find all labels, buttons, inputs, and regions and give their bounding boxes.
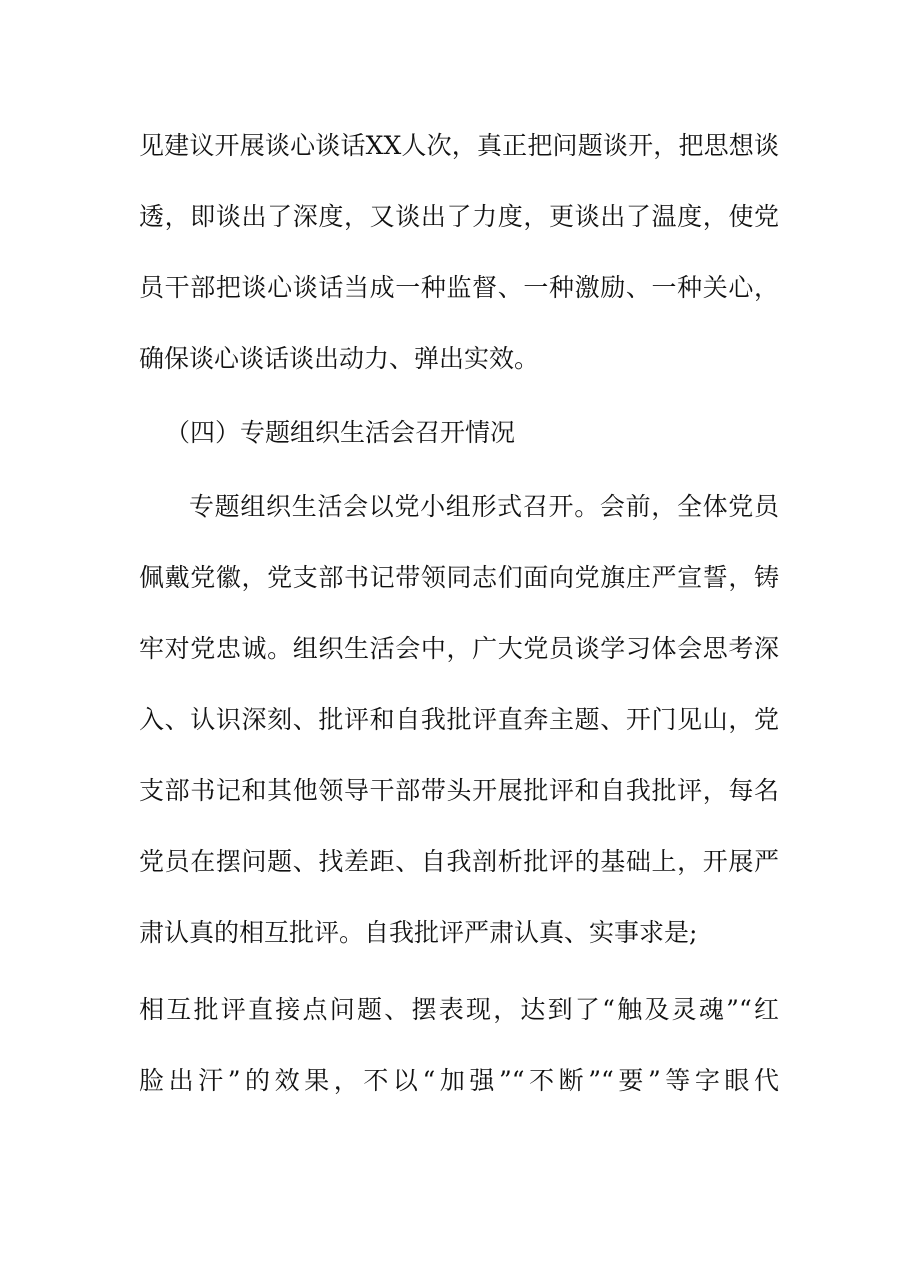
- paragraph-line: 见建议开展谈心谈话XX人次，真正把问题谈开，把思想谈: [139, 131, 779, 160]
- paragraph-line: 牢对党忠诚。组织生活会中，广大党员谈学习体会思考深: [139, 634, 779, 663]
- paragraph-line: 相互批评直接点问题、摆表现，达到了“触及灵魂”“红: [139, 995, 779, 1024]
- paragraph-line: 党员在摆问题、找差距、自我剖析批评的基础上，开展严: [139, 847, 779, 876]
- paragraph-line: 肃认真的相互批评。自我批评严肃认真、实事求是;: [139, 918, 698, 947]
- paragraph-line: 脸出汗”的效果，不以“加强”“不断”“要”等字眼代: [139, 1066, 779, 1095]
- paragraph-line: 员干部把谈心谈话当成一种监督、一种激励、一种关心，: [139, 273, 779, 302]
- paragraph-line: 佩戴党徽，党支部书记带领同志们面向党旗庄严宣誓，铸: [139, 563, 779, 592]
- paragraph-line: 入、认识深刻、批评和自我批评直奔主题、开门见山，党: [139, 705, 779, 734]
- paragraph-line: 透，即谈出了深度，又谈出了力度，更谈出了温度，使党: [139, 202, 779, 231]
- section-heading: （四）专题组织生活会召开情况: [165, 418, 516, 447]
- paragraph-line: 支部书记和其他领导干部带头开展批评和自我批评，每名: [139, 776, 779, 805]
- paragraph-line: 确保谈心谈话谈出动力、弹出实效。: [139, 344, 540, 373]
- paragraph-line: 专题组织生活会以党小组形式召开。会前，全体党员: [189, 492, 779, 521]
